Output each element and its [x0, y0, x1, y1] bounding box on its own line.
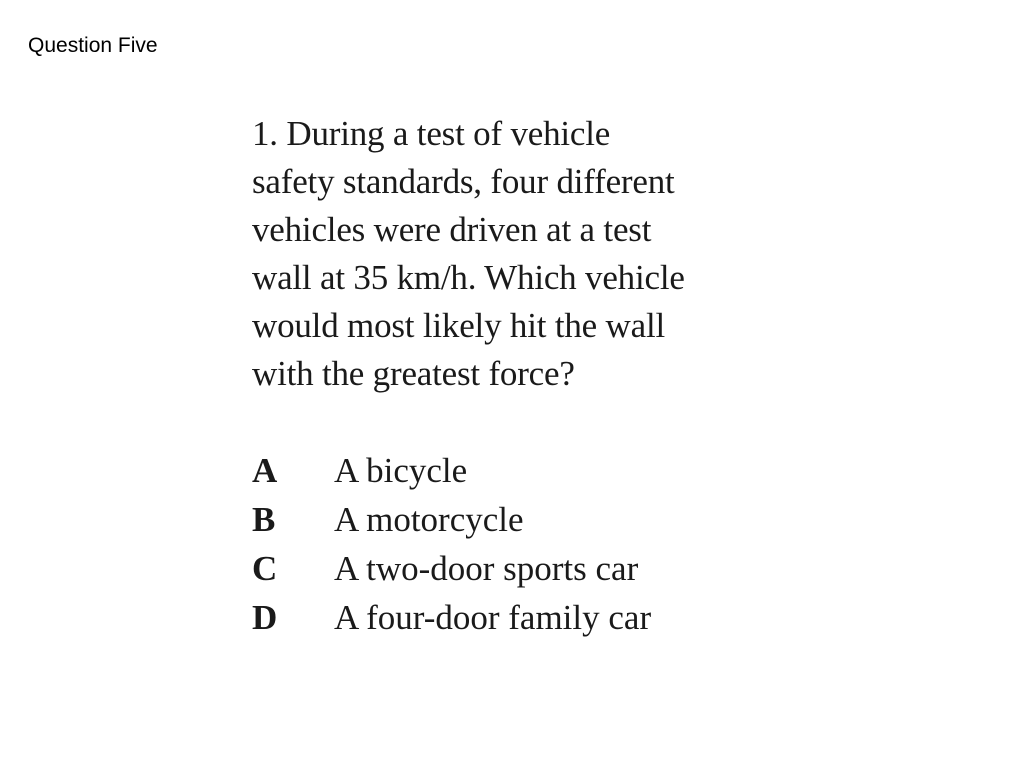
- question-text: [252, 110, 832, 398]
- option-text: A four-door family car: [334, 598, 652, 637]
- question-line: would most likely hit the wall: [252, 306, 665, 345]
- option-letter: A: [252, 451, 278, 490]
- answer-options: [252, 446, 832, 642]
- question-line: with the greatest force?: [252, 354, 575, 393]
- answer-option-d: [252, 593, 832, 642]
- slide-title: Question Five: [28, 34, 158, 57]
- answer-option-c: [252, 544, 832, 593]
- question-line: vehicles were driven at a test: [252, 210, 652, 249]
- answer-option-b: [252, 495, 832, 544]
- option-letter: D: [252, 598, 278, 637]
- question-line: 1. During a test of vehicle: [252, 114, 611, 153]
- option-text: A two-door sports car: [334, 549, 639, 588]
- option-text: A motorcycle: [334, 500, 524, 539]
- question-line: safety standards, four different: [252, 162, 675, 201]
- question-block: [252, 110, 832, 642]
- question-line: wall at 35 km/h. Which vehicle: [252, 258, 685, 297]
- option-letter: C: [252, 549, 278, 588]
- option-text: A bicycle: [334, 451, 468, 490]
- option-letter: B: [252, 500, 276, 539]
- answer-option-a: [252, 446, 832, 495]
